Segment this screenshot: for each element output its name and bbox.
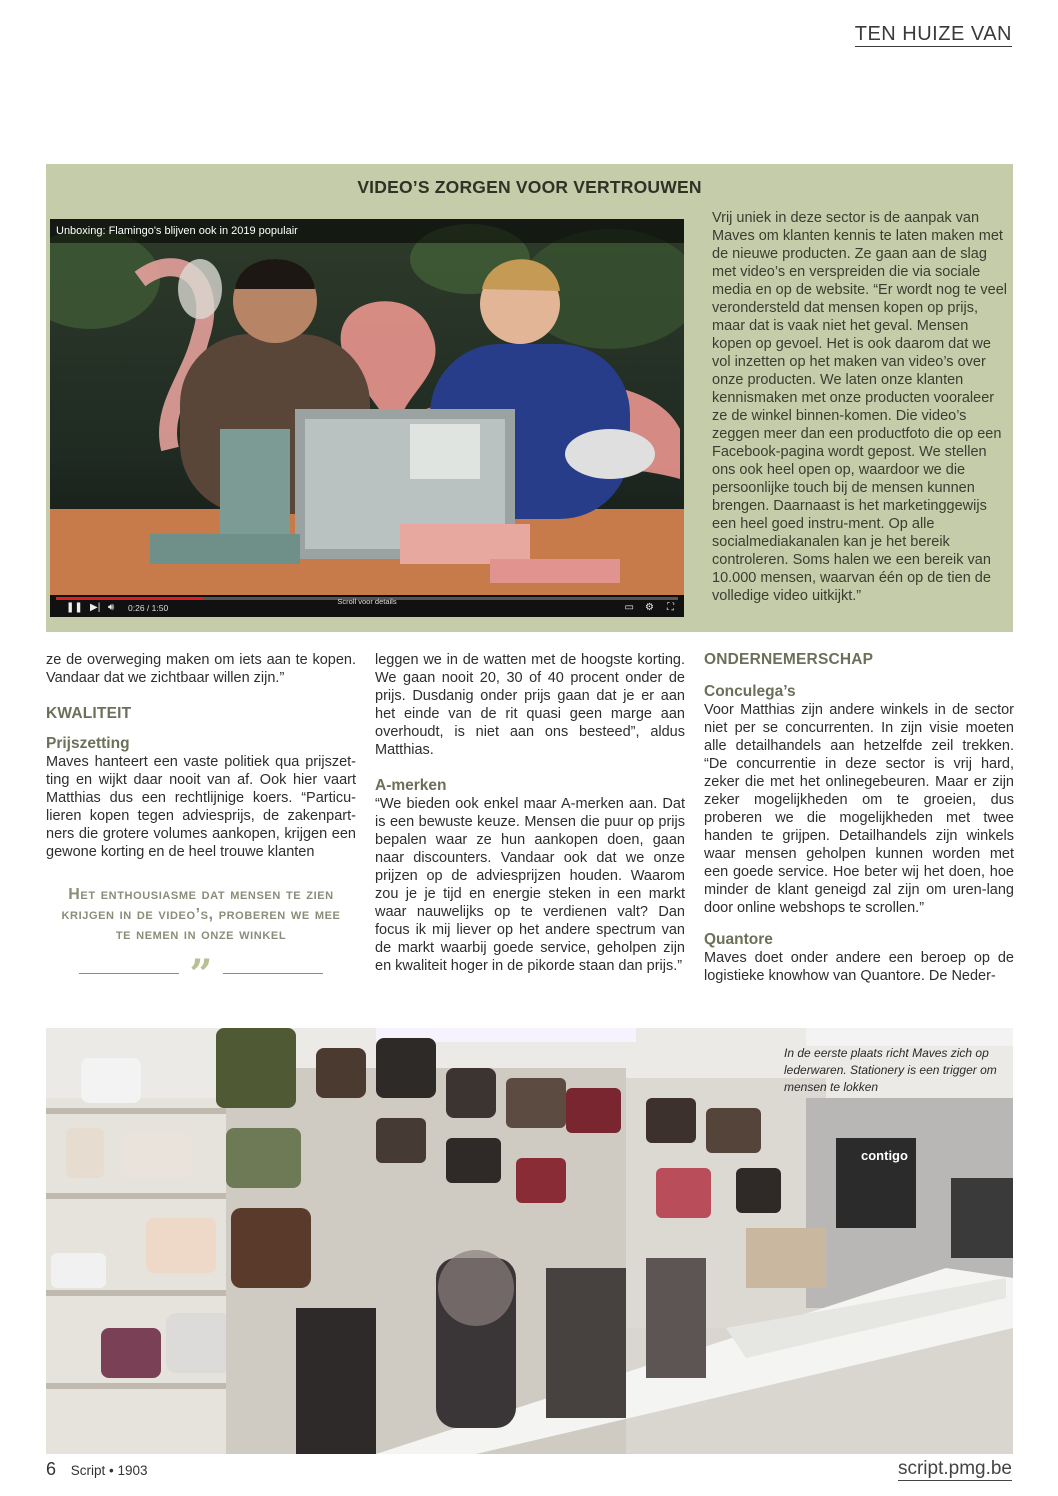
quote-mark-icon: ” <box>189 951 213 998</box>
conculegas-text: Voor Matthias zijn andere winkels in de sector niet per se concurrenten. In zijn visie moeten alle detailhandels aan hetzelfde zeil trekken. “De concurrentie in deze sector is vrij hard, zeker die met het onlinegebeuren. Maar er zijn zeker mogelijkheden om te groeien, dus proberen we die mogelijkheden met twee handen te grijpen. Detailhandels zijn winkels waar mensen geholpen kunnen worden met een goede service. Hoe beter wij het doen, hoe minder de klant geneigd zal zijn om uren-lang door online webshops te scrollen.” <box>704 702 1014 916</box>
col2-intro: leggen we in de watten met de hoogste korting. We gaan nooit 20, 30 of 40 procent onder de prijs. Dusdanig onder prijs gaan dat je er aan het einde van de rit quasi geen marge aan overhoudt, is niet aan ons besteed”, aldus Matthias. <box>375 652 685 758</box>
pull-quote: Het enthousiasme dat mensen te zien krijgen in de video’s, proberen we mee te nemen in onze winkel <box>61 886 341 943</box>
footer-url-link[interactable]: script.pmg.be <box>897 1458 1012 1479</box>
section-label: TEN HUIZE VAN <box>854 23 1012 45</box>
article-column-2 <box>375 651 685 975</box>
fullscreen-icon[interactable]: ⛶ <box>667 602 674 613</box>
prijszetting-text: Maves hanteert een vaste politiek qua prijszet-ting en wijkt daar nooit van af. Ook hier vaart Matthias dus een rechtlijnige koers. “Particu-lieren kopen tegen adviesprijs, de zakenpart-ners die grotere volumes aankopen, krijgen een gewone korting en de heel trouwe klanten <box>46 754 356 860</box>
scroll-hint: Scroll voor details <box>337 597 397 606</box>
magazine-issue: Script • 1903 <box>70 1463 148 1478</box>
captions-icon[interactable]: ▭ <box>624 602 634 613</box>
col1-intro: ze de overweging maken om iets aan te kopen. Vandaar dat we zichtbaar willen zijn.” <box>46 652 356 686</box>
video-title: Unboxing: Flamingo's blijven ook in 2019 populair <box>50 219 684 243</box>
sidebar-box-title: VIDEO’S ZORGEN VOOR VERTROUWEN <box>357 177 702 197</box>
subheading-prijszetting: Prijszetting <box>46 735 130 752</box>
photo-caption: In de eerste plaats richt Maves zich op lederwaren. Stationery is een trigger om mensen te lokken <box>784 1046 997 1094</box>
video-time: 0:26 / 1:50 <box>128 603 169 613</box>
contigo-sign: contigo <box>861 1148 908 1163</box>
next-icon[interactable]: ▶| <box>90 602 101 613</box>
footer-left <box>46 1459 148 1480</box>
volume-icon[interactable]: 🔊︎ <box>108 602 115 613</box>
subheading-a-merken: A-merken <box>375 777 447 794</box>
article-column-1 <box>46 651 356 998</box>
sidebar-box-text: Vrij uniek in deze sector is de aanpak van Maves om klanten kennis te laten maken met de nieuwe producten. Ze gaan aan de slag met video’s en verspreiden die via sociale media en op de website. “Er wordt nog te veel verondersteld dat mensen kopen op prijs, maar dat is vaak niet het geval. Mensen kopen op gevoel. Het is ook daarom dat we vol inzetten op het maken van video’s over onze producten. We laten onze klanten kennismaken met onze producten vooraleer ze de winkel binnen-komen. Die video’s zeggen meer dan een productfoto die op een Facebook-pagina wordt gepost. We stellen ons ook heel open op, waardoor we die persoonlijke touch bij de mensen kunnen brengen. Daarnaast is het marketinggewijs een heel goed instru-ment. Op alle socialmediakanalen kan je het bereik controleren. Soms halen we een bereik van 10.000 mensen, waarvan één op de tien de volledige video uitkijkt.” <box>712 210 1007 604</box>
pull-quote-rule <box>79 951 323 998</box>
page-number: 6 <box>46 1459 57 1479</box>
quantore-text: Maves doet onder andere een beroep op de logistieke knowhow van Quantore. De Neder- <box>704 950 1014 984</box>
heading-ondernemerschap: ONDERNEMERSCHAP <box>704 651 874 668</box>
pause-icon[interactable]: ❚❚ <box>66 602 83 613</box>
a-merken-text: “We bieden ook enkel maar A-merken aan. Dat is een bewuste keuze. Mensen die puur op prijs bepalen waar ze hun aankopen doen, gaan naar discounters. Vandaar ook dat we onze prijzen op de adviesprijzen houden. Waarom zou je je tijd en energie steken in een markt waar nauwelijks op te verdienen valt? Dan focus ik mij liever op het andere spectrum van de markt waarbij goede service, geholpen zijn en kwaliteit hoger in de pikorde staan dan prijs.” <box>375 796 685 974</box>
subheading-quantore: Quantore <box>704 931 773 948</box>
video-frame <box>50 219 684 617</box>
article-column-3 <box>704 651 1014 985</box>
video-player[interactable] <box>50 219 684 617</box>
heading-kwaliteit: KWALITEIT <box>46 705 132 722</box>
subheading-conculegas: Conculega’s <box>704 683 796 700</box>
video-controls <box>50 595 684 617</box>
settings-icon[interactable]: ⚙ <box>645 602 654 613</box>
